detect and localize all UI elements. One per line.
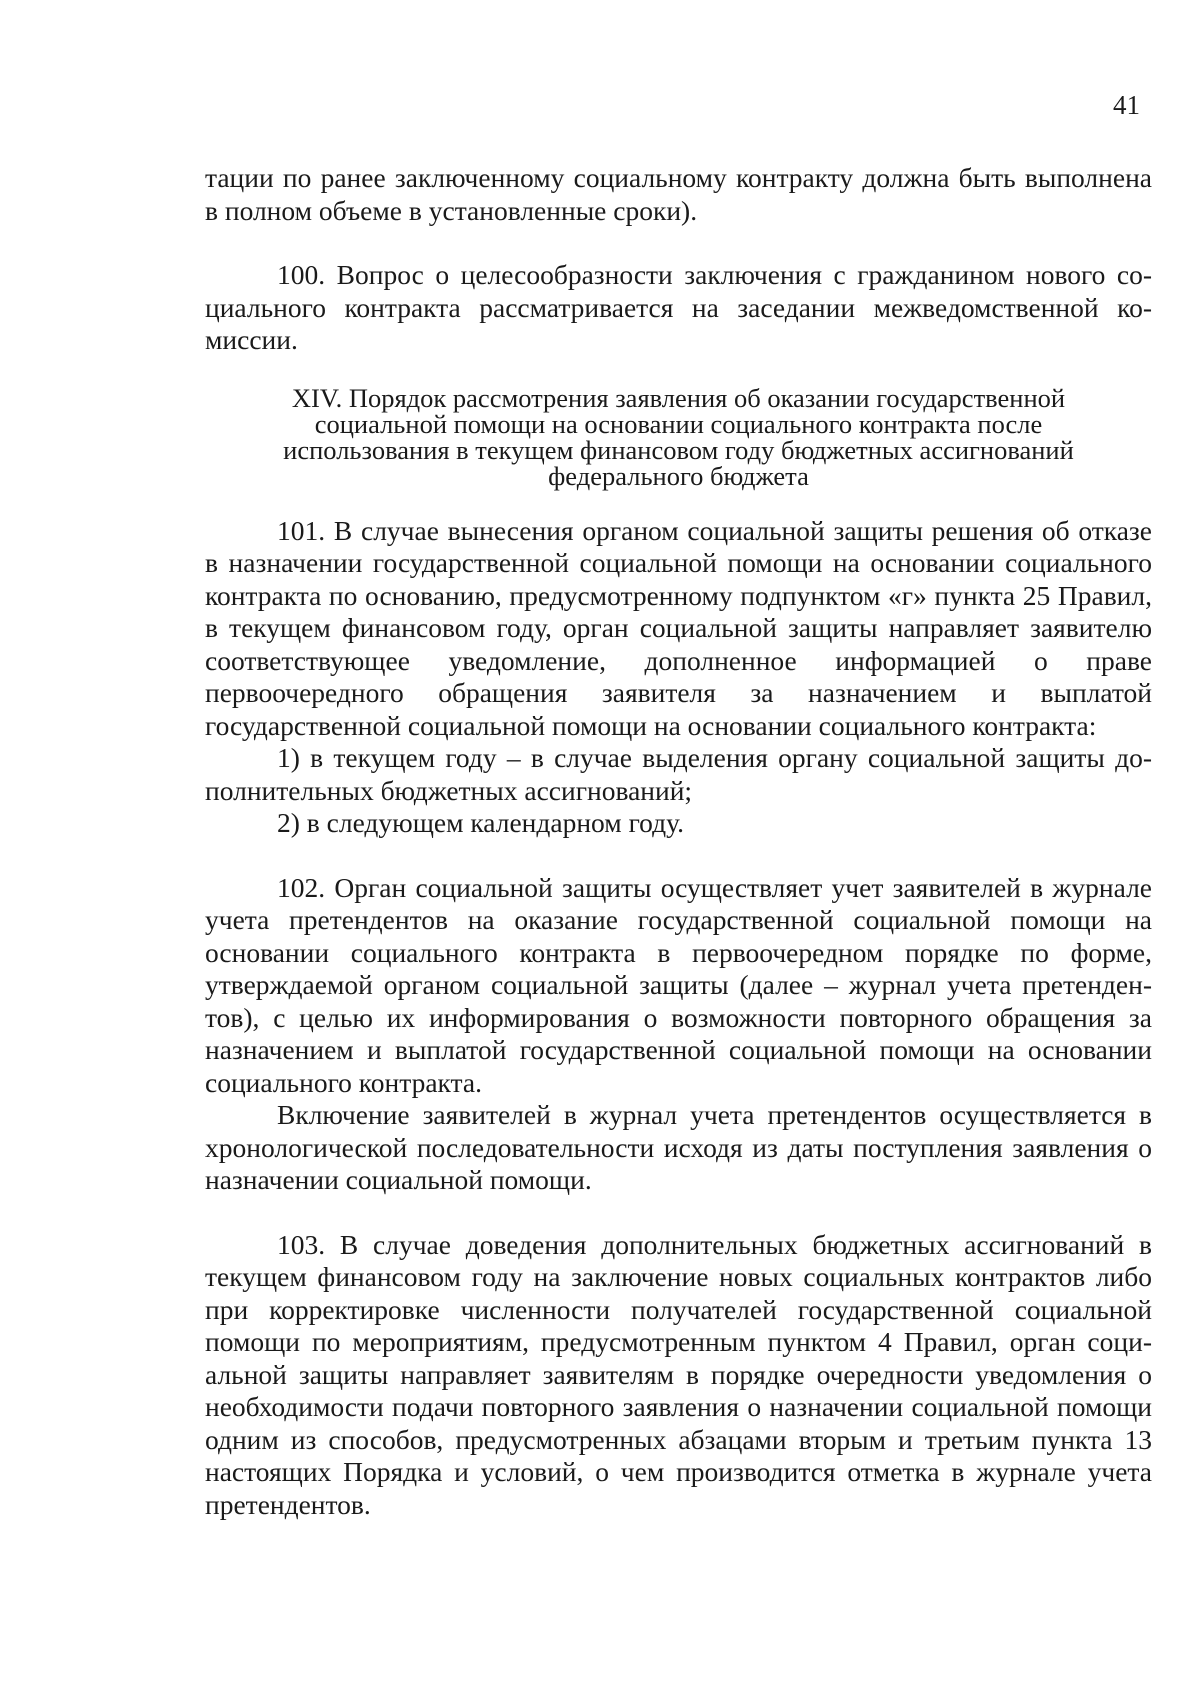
paragraph-103: 103. В случае доведения дополнительных бюджетных ассигнований в текущем финансовом году на заключение новых социальных контрактов либо при корректировке численности получателей государственной социальной помощи по мероприятиям, предусмотренным пунктом 4 Правил, орган социальной защиты направляет заявителям в порядке очередности уведомления о необходимости подачи повторного заявления о назначении социальной помощи одним из способов, предусмотренных абзацами вторым и третьим пункта 13 настоящих Порядка и условий, о чем производится отметка в журнале учета претендентов. <box>205 1228 1152 1520</box>
heading-line: федерального бюджета <box>548 460 809 491</box>
paragraph-102: 102. Орган социальной защиты осуществляет учет заявителей в журнале учета претендентов на оказание государственной социальной помощи на основании социального контракта в первоочередном порядке по форме, утверждаемой органом социальной защиты (далее – журнал учета претендентов), с целью их информирования о возможности повторного обращения за назначением и выплатой государственной социальной помощи на основании социального контракта. <box>205 871 1152 1098</box>
section-heading-xiv <box>205 382 1152 491</box>
paragraph-continuation: тации по ранее заключенному социальному контракту должна быть выполнена в полном объеме в установленные сроки). <box>205 162 1152 226</box>
paragraph-102-part-2: Включение заявителей в журнал учета претендентов осуществляется в хронологической последовательности исходя из даты поступления заявления о назначении социальной помощи. <box>205 1099 1152 1195</box>
document-body <box>205 162 1152 1521</box>
paragraph-101-item-1: 1) в текущем году – в случае выделения органу социальной защиты дополнительных бюджетных ассигнований; <box>205 742 1152 806</box>
heading-line: социальной помощи на основании социального контракта после <box>314 408 1043 439</box>
paragraph-101: 101. В случае вынесения органом социальной защиты решения об отказе в назначении государственной социальной помощи на основании социального контракта по основанию, предусмотренному подпунктом «г» пункта 25 Правил, в текущем финансовом году, орган социальной защиты направляет заявителю соответствующее уведомление, дополненное информацией о праве первоочередного обращения заявителя за назначением и выплатой государственной социальной помощи на основании социального контракта: <box>205 514 1152 741</box>
page-number: 41 <box>1113 90 1140 120</box>
heading-line: XIV. Порядок рассмотрения заявления об оказании государственной <box>291 382 1066 413</box>
paragraph-101-item-2: 2) в следующем календарном году. <box>277 807 684 838</box>
paragraph-100: 100. Вопрос о целесообразности заключения с гражданином нового социального контракта рассматривается на заседании межведомственной комиссии. <box>205 259 1152 355</box>
heading-line: использования в текущем финансовом году бюджетных ассигнований <box>283 434 1074 465</box>
